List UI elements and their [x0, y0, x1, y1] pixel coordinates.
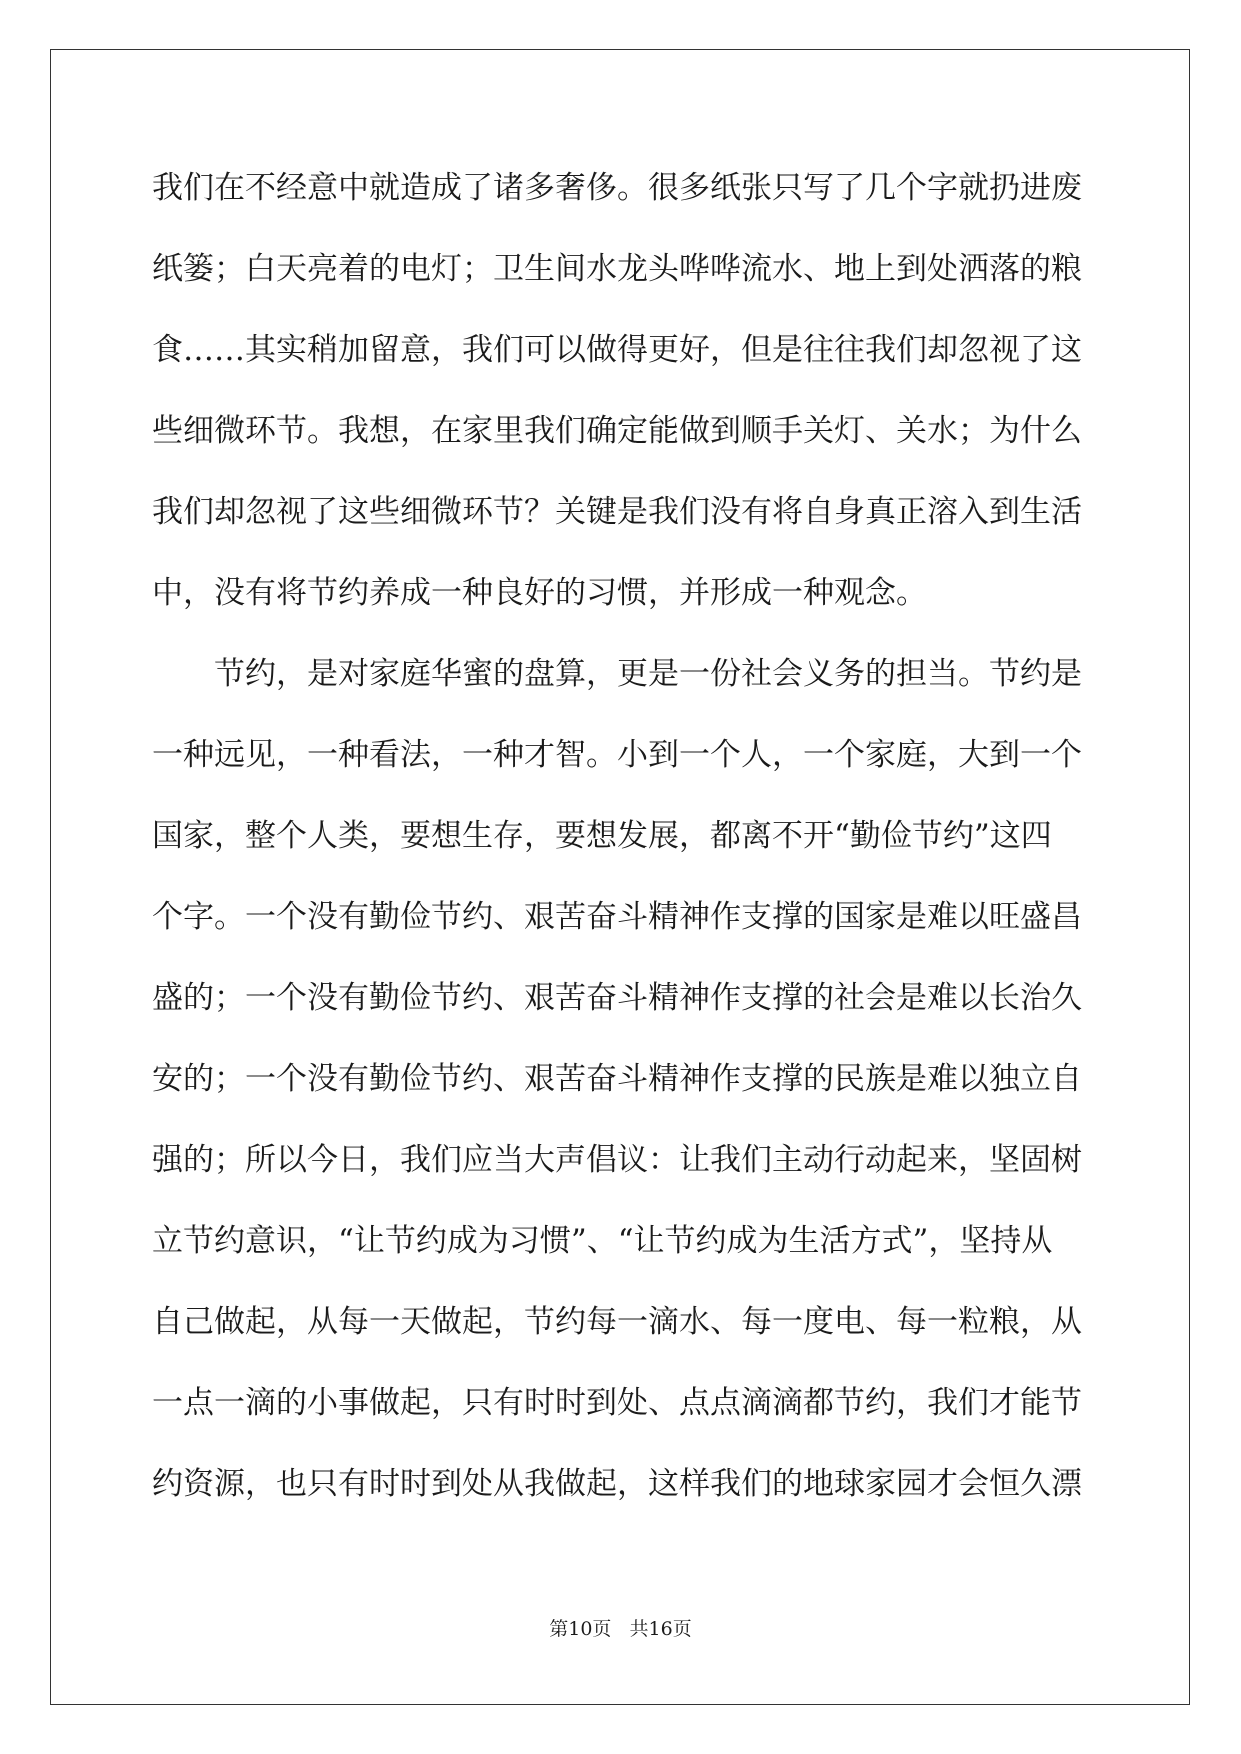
text-line: 盛的；一个没有勤俭节约、艰苦奋斗精神作支撑的社会是难以长治久 [152, 980, 1082, 1016]
text-line: 纸篓；白天亮着的电灯；卫生间水龙头哗哗流水、地上到处洒落的粮 [152, 251, 1082, 287]
text-line: 一点一滴的小事做起，只有时时到处、点点滴滴都节约，我们才能节 [152, 1385, 1082, 1421]
text-line: 约资源，也只有时时到处从我做起，这样我们的地球家园才会恒久漂 [152, 1466, 1082, 1502]
page-number: 第10页 共16页 [549, 1618, 692, 1640]
paragraph-first-line: 节约，是对家庭华蜜的盘算，更是一份社会义务的担当。节约是 [152, 656, 1082, 692]
text-line: 个字。一个没有勤俭节约、艰苦奋斗精神作支撑的国家是难以旺盛昌 [152, 899, 1082, 935]
text-line: 安的；一个没有勤俭节约、艰苦奋斗精神作支撑的民族是难以独立自 [152, 1061, 1082, 1097]
text-line: 中，没有将节约养成一种良好的习惯，并形成一种观念。 [152, 575, 927, 611]
text-line: 些细微环节。我想，在家里我们确定能做到顺手关灯、关水；为什么 [152, 413, 1082, 449]
text-line: 我们在不经意中就造成了诸多奢侈。很多纸张只写了几个字就扔进废 [152, 170, 1082, 206]
text-line: 我们却忽视了这些细微环节？关键是我们没有将自身真正溶入到生活 [152, 494, 1082, 530]
text-line: 强的；所以今日，我们应当大声倡议：让我们主动行动起来，坚固树 [152, 1142, 1082, 1178]
text-line: 立节约意识，“让节约成为习惯”、“让节约成为生活方式”，坚持从 [152, 1223, 1053, 1259]
text-line: 国家，整个人类，要想生存，要想发展，都离不开“勤俭节约”这四 [152, 818, 1052, 854]
text-line: 一种远见，一种看法，一种才智。小到一个人，一个家庭，大到一个 [152, 737, 1082, 773]
text-line: 自己做起，从每一天做起，节约每一滴水、每一度电、每一粒粮，从 [152, 1304, 1082, 1340]
text-line: 食……其实稍加留意，我们可以做得更好，但是往往我们却忽视了这 [152, 332, 1082, 368]
page-frame [50, 49, 1190, 1705]
